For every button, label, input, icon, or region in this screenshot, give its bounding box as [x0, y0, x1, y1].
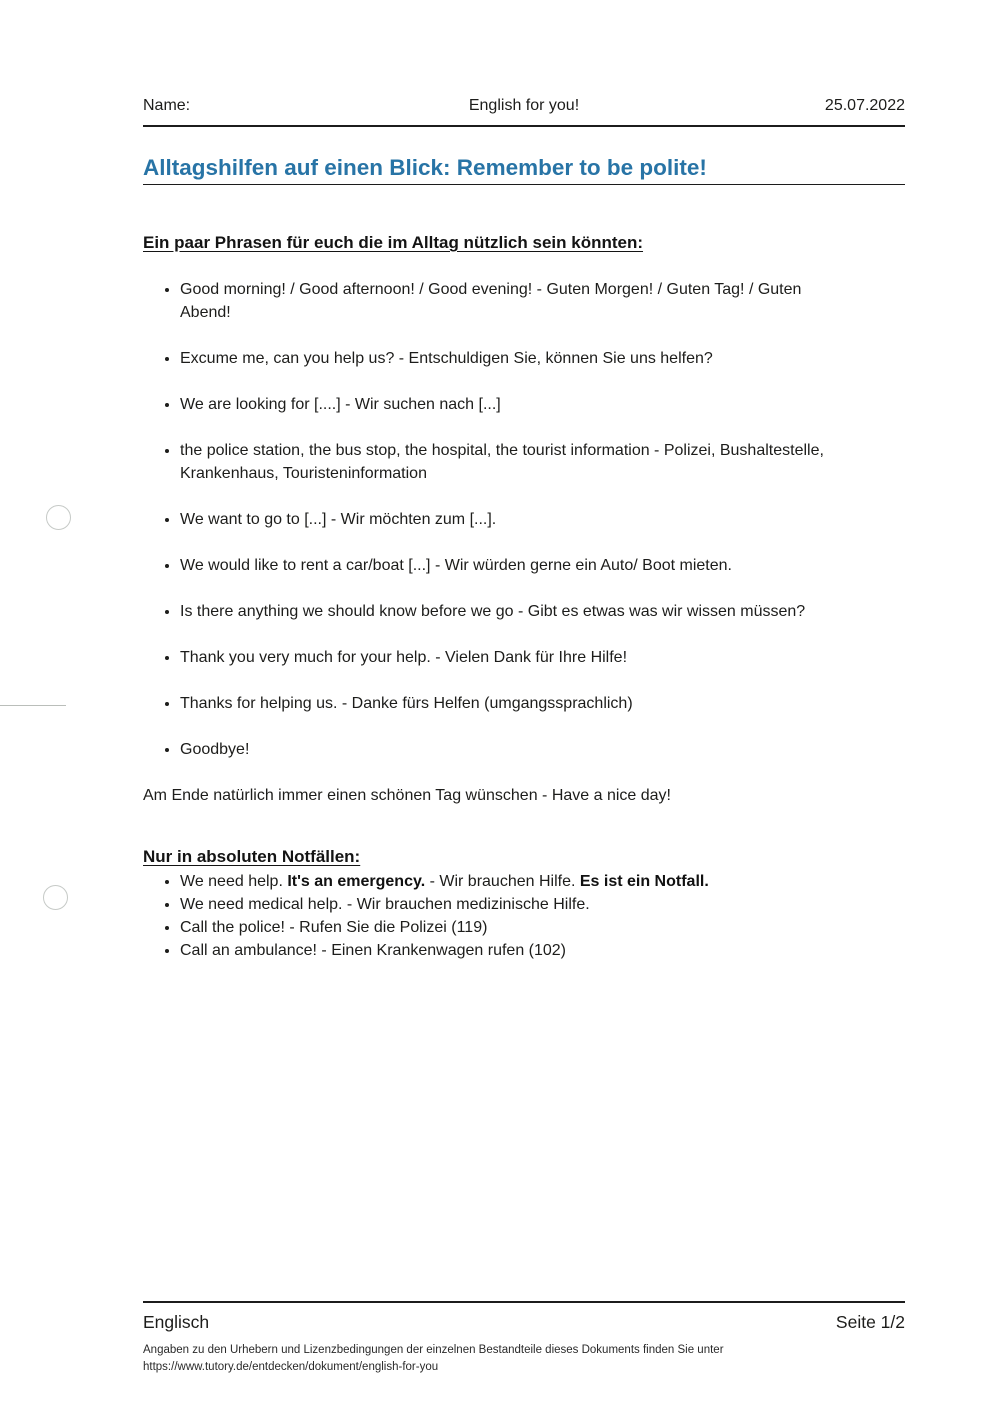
text-segment: - Wir brauchen Hilfe. — [425, 873, 580, 890]
section-phrases — [143, 231, 905, 807]
footer-row — [143, 1310, 905, 1334]
text-segment: We need help. — [180, 873, 288, 890]
page-title: Alltagshilfen auf einen Blick: Remember to be polite! — [143, 155, 707, 180]
phrase-list — [143, 278, 905, 761]
name-label: Name: — [143, 97, 191, 114]
list-item: • Is there anything we should know before we go - Gibt es etwas was wir wissen müssen? — [180, 600, 905, 623]
list-item: • We would like to rent a car/boat [...] - Wir würden gerne ein Auto/ Boot mieten. — [180, 554, 905, 577]
punch-hole-mark-bottom — [43, 885, 68, 910]
fold-mark-line — [0, 705, 66, 706]
footer-page-indicator: Seite 1/2 — [835, 1312, 905, 1332]
list-item: • We want to go to [...] - Wir möchten zum [...]. — [180, 508, 905, 531]
list-item: • Good morning! / Good afternoon! / Good evening! - Guten Morgen! / Guten Tag! / Guten Abend! — [180, 278, 832, 324]
list-item: • We need medical help. - Wir brauchen medizinische Hilfe. — [180, 893, 905, 916]
list-item: • Excume me, can you help us? - Entschuldigen Sie, können Sie uns helfen? — [180, 347, 905, 370]
section-emergency — [143, 845, 905, 962]
list-item: • We are looking for [....] - Wir suchen nach [...] — [180, 393, 905, 416]
text-segment-bold: Es ist ein Notfall. — [579, 873, 709, 890]
footer-divider — [143, 1301, 905, 1303]
list-item — [180, 870, 905, 893]
footer-subject: Englisch — [143, 1312, 210, 1332]
list-item: • Thanks for helping us. - Danke fürs Helfen (umgangssprachlich) — [180, 692, 905, 715]
list-item: • Thank you very much for your help. - Vielen Dank für Ihre Hilfe! — [180, 646, 905, 669]
emergency-list — [143, 870, 905, 962]
list-item: • Call the police! - Rufen Sie die Polizei (119) — [180, 916, 905, 939]
text-segment-bold: It's an emergency. — [287, 873, 426, 890]
page-header — [143, 95, 905, 117]
header-subject: English for you! — [468, 97, 580, 114]
list-item: • the police station, the bus stop, the hospital, the tourist information - Polizei, Bushaltestelle, Krankenhaus, Touristeninformation — [180, 439, 905, 485]
page-footer — [143, 1301, 905, 1375]
header-date: 25.07.2022 — [824, 97, 905, 114]
section-heading-phrases: Ein paar Phrasen für euch die im Alltag nützlich sein könnten: — [143, 233, 644, 252]
punch-hole-mark-top — [46, 505, 71, 530]
license-url: https://www.tutory.de/entdecken/dokument/english-for-you — [143, 1360, 439, 1373]
license-text: Angaben zu den Urhebern und Lizenzbedingungen der einzelnen Bestandteile dieses Dokuments finden Sie unter — [143, 1344, 724, 1356]
license-note — [143, 1342, 905, 1375]
header-divider — [143, 125, 905, 127]
closing-note: Am Ende natürlich immer einen schönen Tag wünschen - Have a nice day! — [143, 787, 671, 804]
section-heading-emergency: Nur in absoluten Notfällen: — [143, 847, 361, 866]
list-item: • Goodbye! — [180, 738, 905, 761]
title-divider — [143, 184, 905, 185]
list-item: • Call an ambulance! - Einen Krankenwagen rufen (102) — [180, 939, 905, 962]
document-content — [143, 95, 905, 962]
